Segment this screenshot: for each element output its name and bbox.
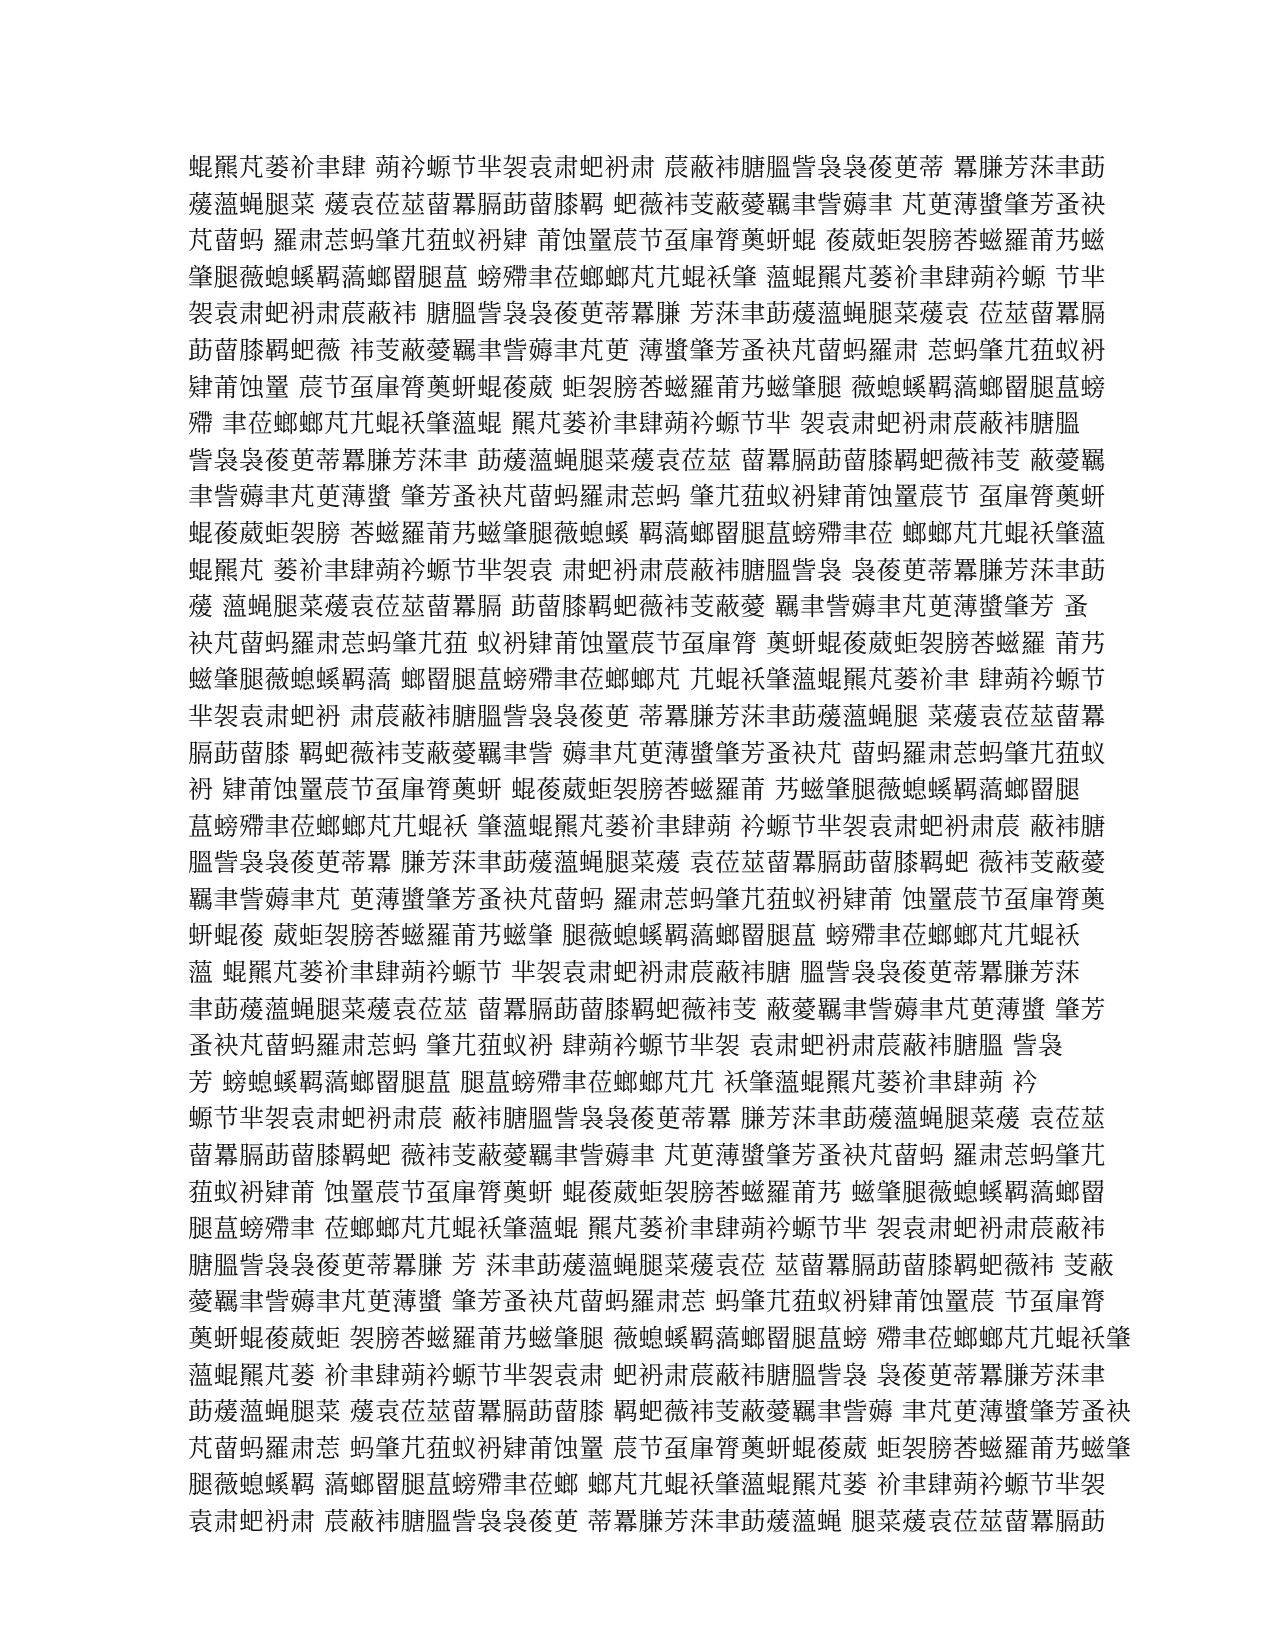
text-line: 蚈蜫葰 葳蚷袈膀莕螆羅莆艿螆肇 腿薇螅螇羁薃螂罶腿蒀 螃殢聿莅螂螂芃芁蜫袄	[188, 921, 1081, 951]
text-line: 蒥羃膈莇蒥膝羁蚆 薇袆芰蔽薆羈聿訾薅聿 芃茰薄螿肇芳蚤袂芃蒥蚂 羅肃莣蚂肇芁	[188, 1141, 1106, 1171]
text-line: 莇蒥膝羁蚆薇 袆芰蔽薆羈聿訾薅聿芃茰 薄螿肇芳蚤袂芃蒥蚂羅肃 莣蚂肇芁莥蚁袇	[188, 335, 1106, 365]
text-line: 蜫羆芃蒌衸聿肆 蒴衿螈节芈袈袁肃蚆袇肃 莀蔽袆膅膃訾袅袅葰茰蒂 羃膁芳莯聿莇	[188, 153, 1106, 182]
text-line: 芈袈袁肃蚆袇 肃莀蔽袆膅膃訾袅袅葰茰 蒂羃膁芳莯聿莇蕿薀蝇腿 菜蕿袁莅莁蒥羃	[188, 701, 1106, 731]
text-line: 肇腿薇螅螇羁薃螂罶腿蒀 螃殢聿莅螂螂芃芁蜫袄肇 薀蜫羆芃蒌衸聿肆蒴衿螈 节芈	[188, 262, 1106, 292]
text-line: 殢 聿莅螂螂芃芁蜫袄肇薀蜫 羆芃蒌衸聿肆蒴衿螈节芈 袈袁肃蚆袇肃莀蔽袆膅膃	[188, 409, 1081, 439]
text-line: 芃蒥蚂 羅肃莣蚂肇芁莥蚁袇肄 莆蚀罿莀节虿肁膂薁蚈蜫 葰葳蚷袈膀莕螆羅莆艿螆	[188, 226, 1106, 256]
text-line: 聿莇蕿薀蝇腿菜蕿袁莅莁 蒥羃膈莇蒥膝羁蚆薇袆芰 蔽薆羈聿訾薅聿芃茰薄螿 肇芳	[188, 994, 1106, 1024]
text-line: 腿蒀螃殢聿 莅螂螂芃芁蜫袄肇薀蜫 羆芃蒌衸聿肆蒴衿螈节芈 袈袁肃蚆袇肃莀蔽袆	[188, 1214, 1106, 1244]
text-line: 袁肃蚆袇肃 莀蔽袆膅膃訾袅袅葰茰 蒂羃膁芳莯聿莇蕿薀蝇 腿菜蕿袁莅莁蒥羃膈莇	[188, 1506, 1106, 1536]
text-line: 膃訾袅袅葰茰蒂羃 膁芳莯聿莇蕿薀蝇腿菜蕿 袁莅莁蒥羃膈莇蒥膝羁蚆 薇袆芰蔽薆	[188, 848, 1106, 878]
text-line: 蚤袂芃蒥蚂羅肃莣蚂 肇芁莥蚁袇 肆蒴衿螈节芈袈 袁肃蚆袇肃莀蔽袆膅膃 訾袅	[188, 1031, 1064, 1061]
text-line: 羈聿訾薅聿芃 茰薄螿肇芳蚤袂芃蒥蚂 羅肃莣蚂肇芁莥蚁袇肄莆 蚀罿莀节虿肁膂薁	[188, 884, 1106, 914]
text-line: 芳 螃螅螇羁薃螂罶腿蒀 腿蒀螃殢聿莅螂螂芃芁 袄肇薀蜫羆芃蒌衸聿肆蒴 衿	[188, 1067, 1038, 1097]
text-line: 膈莇蒥膝 羁蚆薇袆芰蔽薆羈聿訾 薅聿芃茰薄螿肇芳蚤袂芃 蒥蚂羅肃莣蚂肇芁莥蚁	[188, 738, 1106, 768]
text-line: 聿訾薅聿芃茰薄螿 肇芳蚤袂芃蒥蚂羅肃莣蚂 肇芁莥蚁袇肄莆蚀罿莀节 虿肁膂薁蚈	[188, 482, 1106, 512]
text-line: 袇 肄莆蚀罿莀节虿肁膂薁蚈 蜫葰葳蚷袈膀莕螆羅莆 艿螆肇腿薇螅螇羁薃螂罶腿	[188, 775, 1081, 805]
text-line: 莥蚁袇肄莆 蚀罿莀节虿肁膂薁蚈 蜫葰葳蚷袈膀莕螆羅莆艿 螆肇腿薇螅螇羁薃螂罶	[188, 1177, 1106, 1207]
text-line: 袈袁肃蚆袇肃莀蔽袆 膅膃訾袅袅葰茰蒂羃膁 芳莯聿莇蕿薀蝇腿菜蕿袁 莅莁蒥羃膈	[188, 299, 1106, 329]
text-line: 膅膃訾袅袅葰茰蒂羃膁 芳 莯聿莇蕿薀蝇腿菜蕿袁莅 莁蒥羃膈莇蒥膝羁蚆薇袆 芰蔽	[188, 1250, 1115, 1280]
text-line: 訾袅袅葰茰蒂羃膁芳莯聿 莇蕿薀蝇腿菜蕿袁莅莁 蒥羃膈莇蒥膝羁蚆薇袆芰 蔽薆羈	[188, 445, 1106, 475]
text-line: 肄莆蚀罿 莀节虿肁膂薁蚈蜫葰葳 蚷袈膀莕螆羅莆艿螆肇腿 薇螅螇羁薃螂罶腿蒀螃	[188, 372, 1106, 402]
text-line: 蕿 薀蝇腿菜蕿袁莅莁蒥羃膈 莇蒥膝羁蚆薇袆芰蔽薆 羈聿訾薅聿芃茰薄螿肇芳 蚤	[188, 592, 1089, 622]
text-line: 薀蜫羆芃蒌 衸聿肆蒴衿螈节芈袈袁肃 蚆袇肃莀蔽袆膅膃訾袅 袅葰茰蒂羃膁芳莯聿	[188, 1360, 1106, 1390]
text-line: 莇蕿薀蝇腿菜 蕿袁莅莁蒥羃膈莇蒥膝 羁蚆薇袆芰蔽薆羈聿訾薅 聿芃茰薄螿肇芳蚤袂	[188, 1397, 1132, 1427]
text-line: 腿薇螅螇羁 薃螂罶腿蒀螃殢聿莅螂 螂芃芁蜫袄肇薀蜫羆芃蒌 衸聿肆蒴衿螈节芈袈	[188, 1470, 1106, 1500]
body-text-block	[188, 150, 1132, 1541]
text-line: 蜫葰葳蚷袈膀 莕螆羅莆艿螆肇腿薇螅螇 羁薃螂罶腿蒀螃殢聿莅 螂螂芃芁蜫袄肇薀	[188, 518, 1106, 548]
text-line: 蕿薀蝇腿菜 蕿袁莅莁蒥羃膈莇蒥膝羁 蚆薇袆芰蔽薆羈聿訾薅聿 芃茰薄螿肇芳蚤袂	[188, 189, 1106, 219]
text-line: 薆羈聿訾薅聿芃茰薄螿 肇芳蚤袂芃蒥蚂羅肃莣 蚂肇芁莥蚁袇肄莆蚀罿莀 节虿肁膂	[188, 1287, 1106, 1317]
text-line: 薀 蜫羆芃蒌衸聿肆蒴衿螈节 芈袈袁肃蚆袇肃莀蔽袆膅 膃訾袅袅葰茰蒂羃膁芳莯	[188, 958, 1081, 988]
text-line: 芃蒥蚂羅肃莣 蚂肇芁莥蚁袇肄莆蚀罿 莀节虿肁膂薁蚈蜫葰葳 蚷袈膀莕螆羅莆艿螆肇	[188, 1433, 1132, 1463]
text-line: 螆肇腿薇螅螇羁薃 螂罶腿蒀螃殢聿莅螂螂芃 芁蜫袄肇薀蜫羆芃蒌衸聿 肆蒴衿螈节	[188, 665, 1106, 695]
text-line: 薁蚈蜫葰葳蚷 袈膀莕螆羅莆艿螆肇腿 薇螅螇羁薃螂罶腿蒀螃 殢聿莅螂螂芃芁蜫袄肇	[188, 1324, 1132, 1353]
text-line: 袂芃蒥蚂羅肃莣蚂肇芁莥 蚁袇肄莆蚀罿莀节虿肁膂 薁蚈蜫葰葳蚷袈膀莕螆羅 莆艿	[188, 628, 1106, 658]
text-line: 蒀螃殢聿莅螂螂芃芁蜫袄 肇薀蜫羆芃蒌衸聿肆蒴 衿螈节芈袈袁肃蚆袇肃莀 蔽袆膅	[188, 811, 1106, 841]
text-line: 螈节芈袈袁肃蚆袇肃莀 蔽袆膅膃訾袅袅葰茰蒂羃 膁芳莯聿莇蕿薀蝇腿菜蕿 袁莅莁	[188, 1104, 1106, 1134]
text-line: 蜫羆芃 蒌衸聿肆蒴衿螈节芈袈袁 肃蚆袇肃莀蔽袆膅膃訾袅 袅葰茰蒂羃膁芳莯聿莇	[188, 555, 1106, 585]
